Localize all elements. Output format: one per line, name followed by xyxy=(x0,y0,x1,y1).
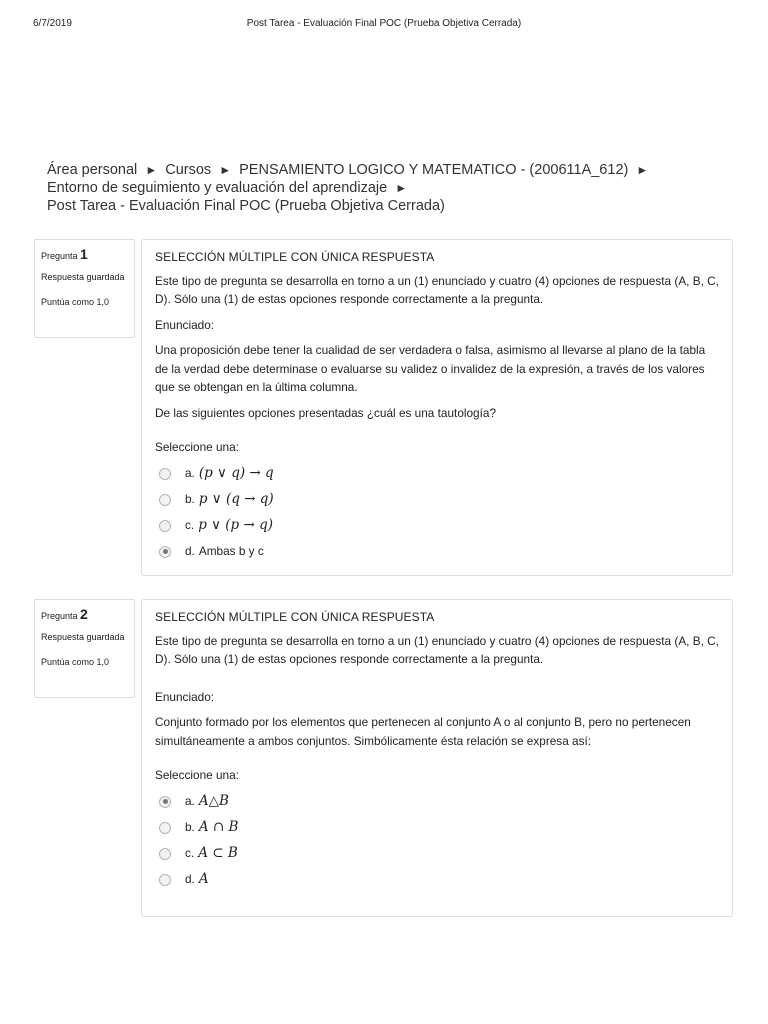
option-letter: b. xyxy=(185,492,195,507)
option-letter: b. xyxy=(185,820,195,835)
answer-option-d[interactable] xyxy=(155,867,719,893)
answer-options xyxy=(155,461,719,565)
breadcrumb xyxy=(47,161,707,215)
option-letter: d. xyxy=(185,544,195,559)
option-text: Ambas b y c xyxy=(198,544,264,559)
radio-button-c[interactable] xyxy=(159,848,171,860)
answer-option-b[interactable] xyxy=(155,487,719,513)
enunciado-label: Enunciado: xyxy=(155,689,215,704)
question-statement: Conjunto formado por los elementos que pertenecen al conjunto A o al conjunto B, pero no pertenecen simultáneamente a ambos conjuntos. Simbólicamente ésta relación se expresa así: xyxy=(155,715,691,748)
option-letter: d. xyxy=(185,872,195,887)
question-info xyxy=(34,599,135,698)
print-title: Post Tarea - Evaluación Final POC (Prueba Objetiva Cerrada) xyxy=(246,18,522,29)
option-text: p ∨ (q → q) xyxy=(198,491,274,508)
breadcrumb-cursos[interactable]: Cursos xyxy=(165,162,212,178)
breadcrumb-quiz[interactable]: Post Tarea - Evaluación Final POC (Prueba Objetiva Cerrada) xyxy=(47,198,445,214)
option-text: A xyxy=(198,871,209,888)
select-prompt: Seleccione una: xyxy=(155,440,239,454)
print-header xyxy=(33,18,735,32)
option-letter: c. xyxy=(185,846,195,861)
answer-option-c[interactable] xyxy=(155,513,719,539)
option-letter: c. xyxy=(185,518,195,533)
radio-button-b[interactable] xyxy=(159,822,171,834)
question-content xyxy=(141,599,733,917)
question-number-value: 1 xyxy=(80,246,88,262)
spacer xyxy=(155,676,719,688)
question-title: SELECCIÓN MÚLTIPLE CON ÚNICA RESPUESTA xyxy=(155,610,435,624)
option-text: (p ∨ q) → q xyxy=(198,465,274,482)
radio-button-b[interactable] xyxy=(159,494,171,506)
select-prompt: Seleccione una: xyxy=(155,768,239,782)
breadcrumb-area-personal[interactable]: Área personal xyxy=(47,162,138,178)
question-grade: Puntúa como 1,0 xyxy=(41,657,110,667)
option-text: A△B xyxy=(198,793,229,810)
question-number-value: 2 xyxy=(80,606,88,622)
question-description: Este tipo de pregunta se desarrolla en torno a un (1) enunciado y cuatro (4) opciones de respuesta (A, B, C, D). Sólo una (1) de estas opciones responde correctamente a la pregunta. xyxy=(155,273,719,306)
answer-option-c[interactable] xyxy=(155,841,719,867)
question-label: Pregunta xyxy=(41,251,78,261)
question-state: Respuesta guardada xyxy=(41,632,125,642)
answer-option-d[interactable] xyxy=(155,539,719,565)
option-text: p ∨ (p → q) xyxy=(198,517,274,534)
question-text: De las siguientes opciones presentadas ¿cuál es una tautología? xyxy=(155,405,497,420)
breadcrumb-separator: ► xyxy=(636,163,649,177)
answer-option-b[interactable] xyxy=(155,815,719,841)
option-text: A ⊂ B xyxy=(198,845,238,862)
question-number xyxy=(41,245,128,266)
question-info xyxy=(34,239,135,338)
option-letter: a. xyxy=(185,466,195,481)
radio-button-a[interactable] xyxy=(159,468,171,480)
question-statement: Una proposición debe tener la cualidad de ser verdadera o falsa, asimismo al llevarse al plano de la tabla de la verdad debe determinase o evaluarse su validez o invalidez de la expresión, a través de los valores que se obtengan en la última columna. xyxy=(155,343,706,394)
breadcrumb-section[interactable]: Entorno de seguimiento y evaluación del aprendizaje xyxy=(47,180,388,196)
breadcrumb-separator: ► xyxy=(219,163,232,177)
breadcrumb-course[interactable]: PENSAMIENTO LOGICO Y MATEMATICO - (200611A_612) xyxy=(239,162,629,178)
radio-button-c[interactable] xyxy=(159,520,171,532)
question-number xyxy=(41,605,128,626)
option-letter: a. xyxy=(185,794,195,809)
breadcrumb-separator: ► xyxy=(395,181,408,195)
radio-button-d[interactable] xyxy=(159,874,171,886)
answer-option-a[interactable] xyxy=(155,461,719,487)
question-grade: Puntúa como 1,0 xyxy=(41,297,110,307)
answer-option-a[interactable] xyxy=(155,789,719,815)
question-description: Este tipo de pregunta se desarrolla en torno a un (1) enunciado y cuatro (4) opciones de respuesta (A, B, C, D). Sólo una (1) de estas opciones responde correctamente a la pregunta. xyxy=(155,633,719,666)
question-content xyxy=(141,239,733,576)
option-text: A ∩ B xyxy=(198,819,239,836)
radio-button-d[interactable] xyxy=(159,546,171,558)
question-state: Respuesta guardada xyxy=(41,272,125,282)
breadcrumb-separator: ► xyxy=(145,163,158,177)
enunciado-label: Enunciado: xyxy=(155,317,215,332)
radio-button-a[interactable] xyxy=(159,796,171,808)
question-label: Pregunta xyxy=(41,611,78,621)
answer-options xyxy=(155,789,719,893)
print-date: 6/7/2019 xyxy=(33,18,72,29)
question-title: SELECCIÓN MÚLTIPLE CON ÚNICA RESPUESTA xyxy=(155,250,435,264)
